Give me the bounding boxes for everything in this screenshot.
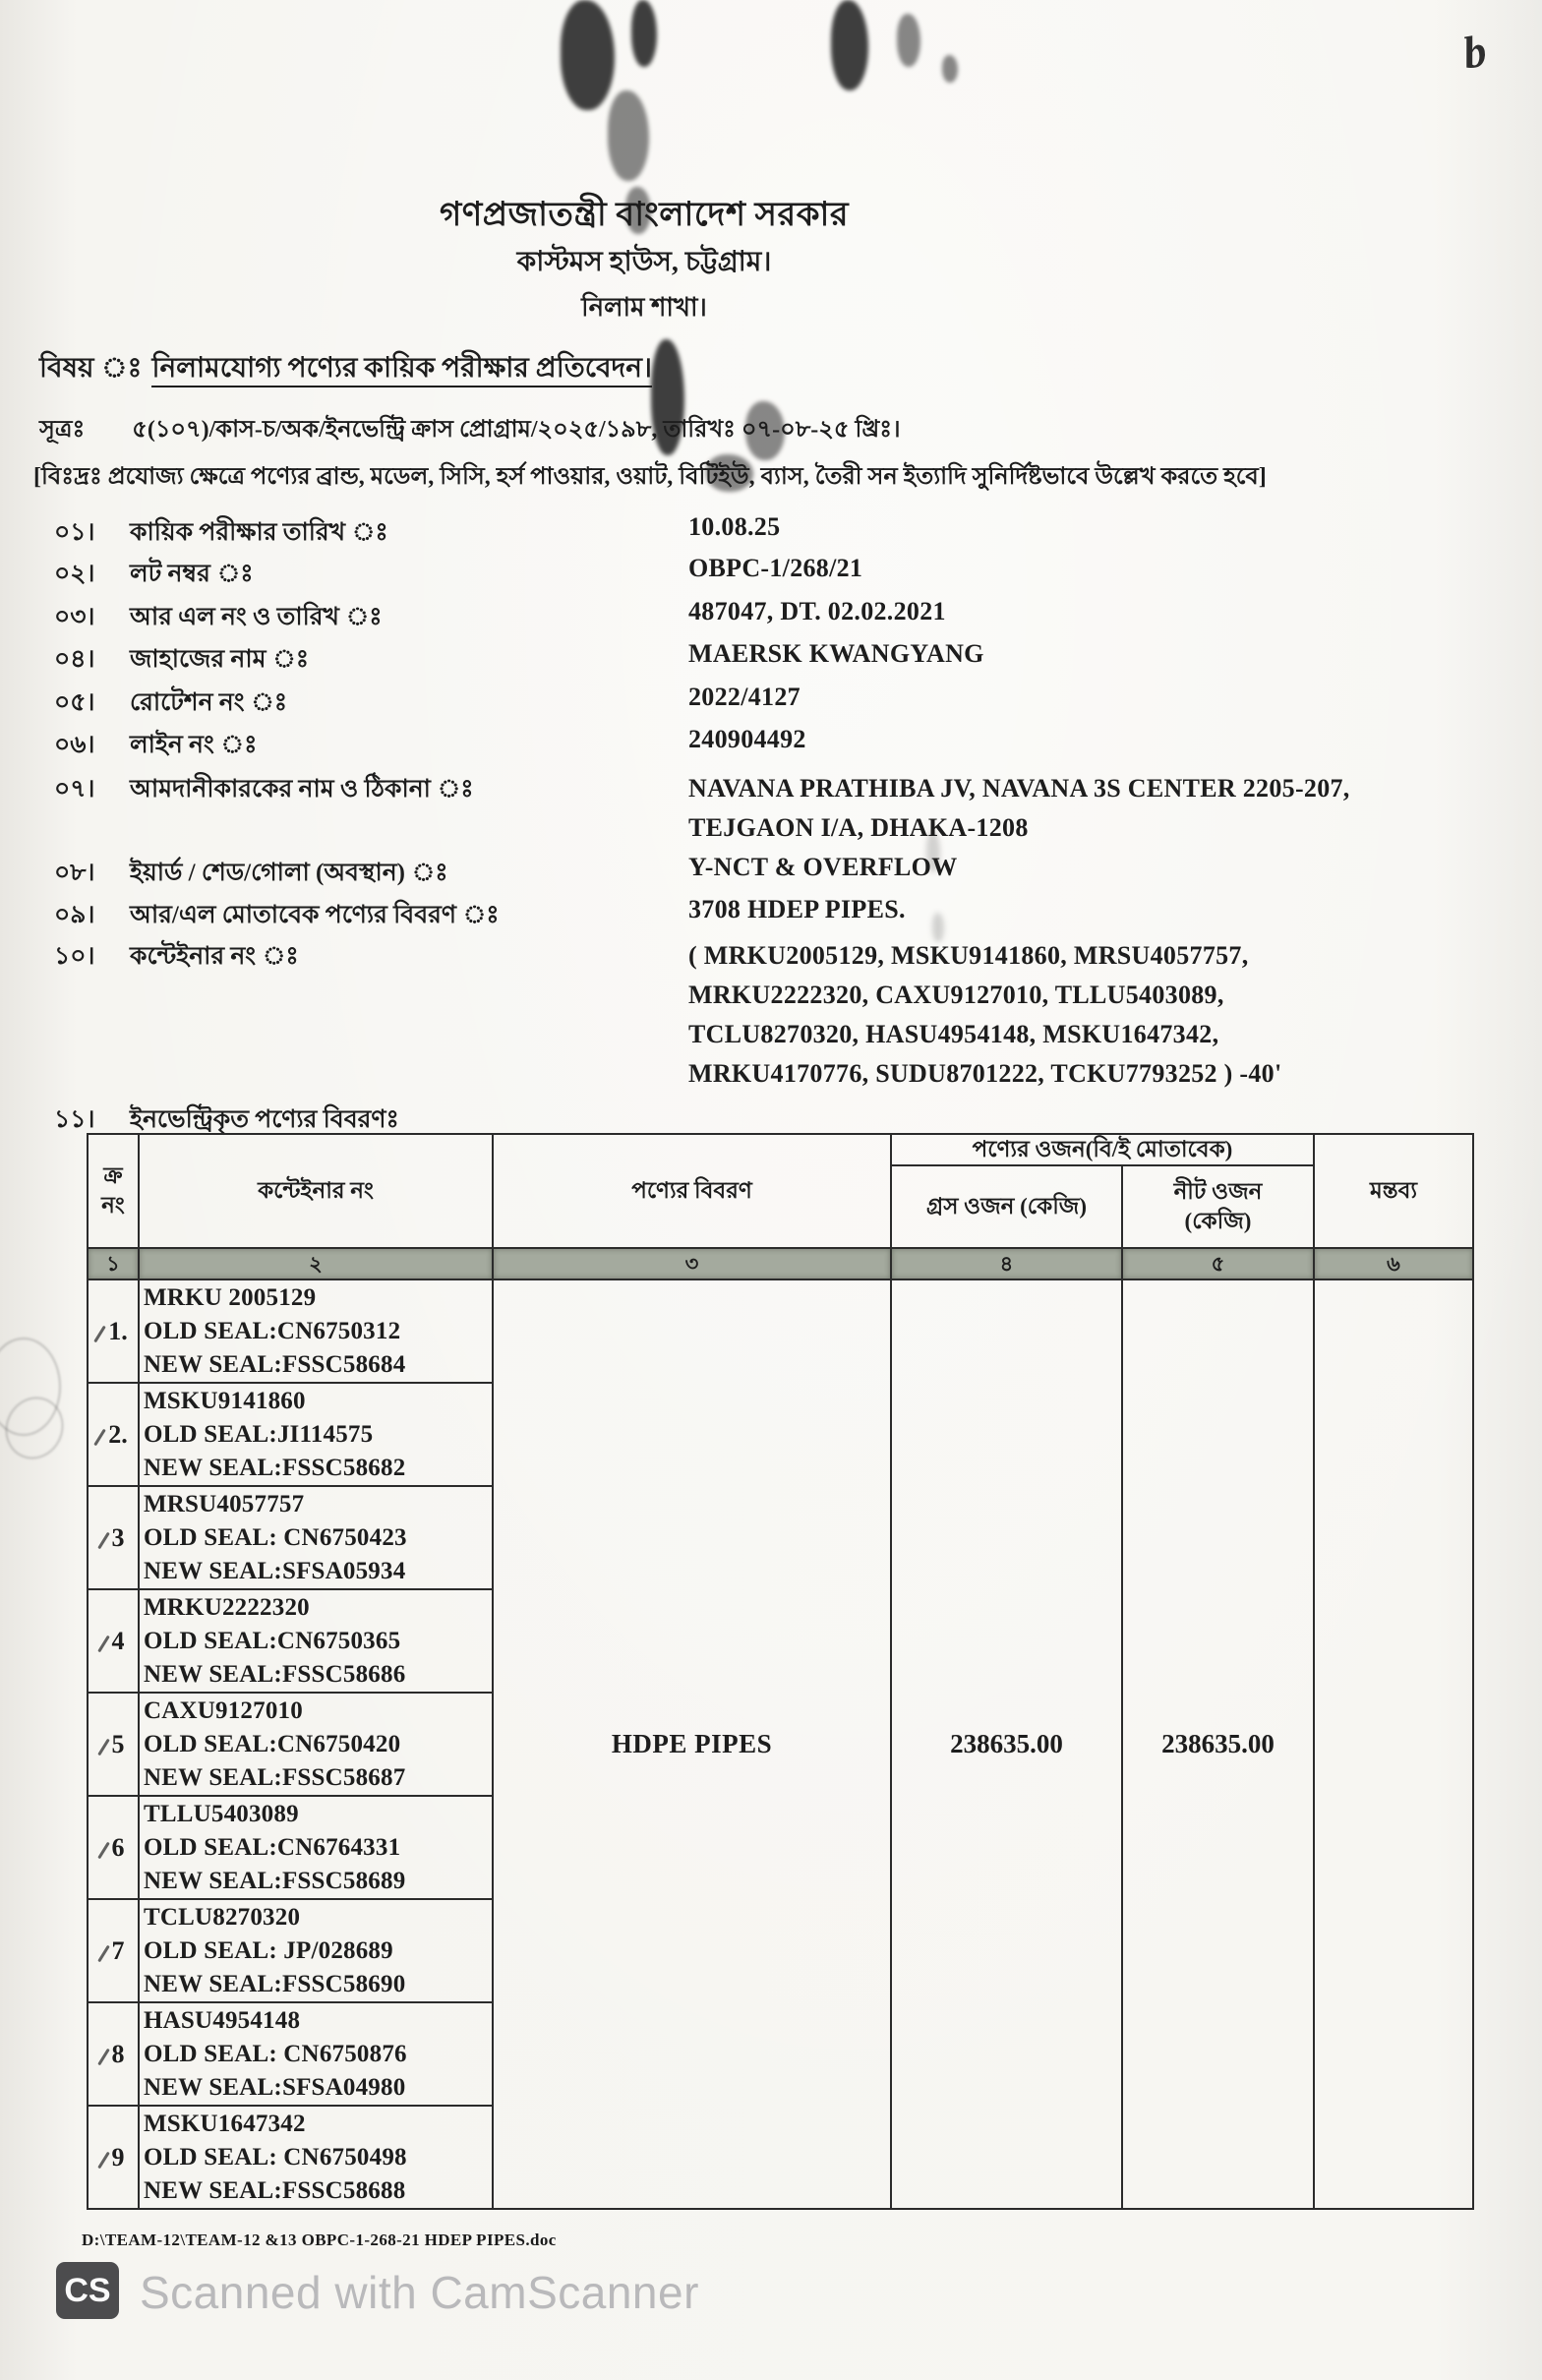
scan-smudge [942,55,958,83]
item-number: ০৪। [54,646,95,673]
remarks-cell [1314,1279,1473,2209]
item-value: 10.08.25 [688,512,781,541]
old-seal: OLD SEAL:CN6750312 [144,1317,401,1344]
old-seal: OLD SEAL:CN6750365 [144,1627,401,1654]
container-number: MRKU 2005129 [144,1283,317,1311]
item-value: 3708 HDEP PIPES. [688,895,906,923]
row-serial-number: 3 [111,1522,125,1552]
container-number: MSKU9141860 [144,1387,306,1414]
tick-mark [97,1944,110,1962]
container-number: HASU4954148 [144,2006,301,2034]
tick-mark [97,2151,110,2169]
scan-smudge [561,0,615,110]
reference-line [39,411,901,450]
new-seal: NEW SEAL:FSSC58689 [144,1867,406,1894]
description-cell: HDPE PIPES [493,1279,891,2209]
item-label: কন্টেইনার নং ঃ [130,943,299,970]
header-gross-weight: গ্রস ওজন (কেজি) [891,1165,1122,1248]
container-number: CAXU9127010 [144,1696,303,1724]
old-seal: OLD SEAL: CN6750498 [144,2143,407,2171]
tick-mark [97,1635,110,1652]
camscanner-watermark: Scanned with CamScanner [140,2267,699,2318]
subject-label: বিষয় ঃ [39,353,143,384]
row-serial-number: 7 [111,1935,125,1965]
item-number: ১১। [54,1106,95,1133]
importer-line-1: NAVANA PRATHIBA JV, NAVANA 3S CENTER 2205-207, [688,774,1350,803]
new-seal: NEW SEAL:FSSC58682 [144,1454,406,1481]
reference-label: সূত্রঃ [39,417,86,443]
tick-mark [97,1841,110,1859]
new-seal: NEW SEAL:SFSA04980 [144,2073,406,2101]
tick-mark [93,1325,106,1342]
container-number: MSKU1647342 [144,2110,306,2137]
col-num-1: ১ [88,1248,139,1279]
item-number: ০৯। [54,902,95,928]
item-number: ০৭। [54,776,95,803]
reference-text: ৫(১০৭)/কাস-চ/অক/ইনভেন্ট্রি ক্রাস প্রোগ্রাম/২০২৫/১৯৮, তারিখঃ ০৭-০৮-২৫ খ্রিঃ। [132,417,901,443]
container-line-4: MRKU4170776, SUDU8701222, TCKU7793252 ) -40' [688,1059,1282,1088]
item-number: ০১। [54,519,95,546]
item-label: জাহাজের নাম ঃ [130,646,310,673]
container-cell [139,1796,493,1899]
row-serial [88,1383,139,1486]
container-cell [139,1899,493,2002]
old-seal: OLD SEAL: JP/028689 [144,1936,393,1964]
container-cell [139,1279,493,1383]
new-seal: NEW SEAL:FSSC58684 [144,1350,406,1378]
camscanner-logo: CS [56,2262,119,2319]
item-label: ইয়ার্ড / শেড/গোলা (অবস্থান) ঃ [130,860,448,886]
item-number: ০২। [54,561,95,587]
container-cell [139,2002,493,2106]
row-serial-number: 1. [108,1316,128,1345]
row-serial [88,2002,139,2106]
item-value: 240904492 [688,725,806,753]
header-weight-group: পণ্যের ওজন(বি/ই মোতাবেক) [891,1134,1314,1165]
handwritten-mark: b [1458,25,1491,79]
old-seal: OLD SEAL:JI114575 [144,1420,374,1448]
tick-mark [97,1738,110,1755]
row-serial-number: 8 [111,2039,125,2068]
col-num-3: ৩ [493,1248,891,1279]
tick-mark [93,1428,106,1446]
col-num-6: ৬ [1314,1248,1473,1279]
government-title: গণপ্রজাতন্ত্রী বাংলাদেশ সরকার [439,197,850,233]
scan-smudge [631,0,657,67]
container-line-3: TCLU8270320, HASU4954148, MSKU1647342, [688,1020,1219,1048]
container-cell [139,1486,493,1589]
item-number: ১০। [54,943,95,970]
old-seal: OLD SEAL: CN6750876 [144,2040,407,2067]
item-label: আর/এল মোতাবেক পণ্যের বিবরণ ঃ [130,902,500,928]
item-value: Y-NCT & OVERFLOW [688,853,958,881]
row-serial [88,1279,139,1383]
item-label: কায়িক পরীক্ষার তারিখ ঃ [130,519,388,546]
scan-smudge [608,90,649,181]
item-value: 487047, DT. 02.02.2021 [688,597,946,625]
new-seal: NEW SEAL:FSSC58686 [144,1660,406,1688]
row-serial [88,1486,139,1589]
item-value: OBPC-1/268/21 [688,554,863,582]
container-line-2: MRKU2222320, CAXU9127010, TLLU5403089, [688,981,1224,1009]
container-number: TCLU8270320 [144,1903,301,1931]
item-value [688,769,1350,848]
tick-mark [97,1531,110,1549]
item-number: ০৮। [54,860,95,886]
container-line-1: ( MRKU2005129, MSKU9141860, MRSU4057757, [688,941,1249,970]
container-cell [139,1693,493,1796]
file-path: D:\TEAM-12\TEAM-12 &13 OBPC-1-268-21 HDEP PIPES.doc [82,2231,557,2249]
net-weight-cell: 238635.00 [1122,1279,1314,2209]
branch-title: নিলাম শাখা। [581,293,707,322]
note-line: [বিঃদ্রঃ প্রযোজ্য ক্ষেত্রে পণ্যের ব্রান্ড, মডেল, সিসি, হর্স পাওয়ার, ওয়াট, বিটিইউ, ব্যাস, তৈরী সন ইত্যাদি সুনির্দিষ্টভাবে উল্লেখ করতে হবে] [33,464,1267,490]
header-serial-bottom: নং [101,1193,125,1218]
item-number: ০৬। [54,732,95,758]
container-number: MRSU4057757 [144,1490,305,1517]
col-num-2: ২ [139,1248,493,1279]
header-net-bottom: (কেজি) [1184,1209,1252,1233]
item-number: ০৩। [54,604,95,630]
scan-smudge [897,14,920,67]
header-description: পণ্যের বিবরণ [493,1134,891,1248]
row-serial-number: 5 [111,1729,125,1758]
header-serial-top: ক্র [103,1163,123,1188]
new-seal: NEW SEAL:FSSC58687 [144,1763,406,1791]
container-number: TLLU5403089 [144,1800,299,1827]
container-cell [139,1589,493,1693]
row-serial-number: 2. [108,1419,128,1449]
row-serial-number: 6 [111,1832,125,1862]
item-value: MAERSK KWANGYANG [688,639,984,668]
header-net-top: নীট ওজন [1173,1179,1263,1204]
container-cell [139,2106,493,2209]
subject-text: নিলামযোগ্য পণ্যের কায়িক পরীক্ষার প্রতিবেদন। [151,353,652,387]
inventory-table [87,1133,1474,2210]
container-cell [139,1383,493,1486]
scan-smudge [831,0,868,90]
row-serial [88,1899,139,2002]
row-serial-number: 4 [111,1626,125,1655]
row-serial [88,1796,139,1899]
row-serial [88,1693,139,1796]
header-serial [88,1134,139,1248]
tick-mark [97,2048,110,2065]
item-label: রোটেশন নং ঃ [130,689,288,716]
old-seal: OLD SEAL:CN6764331 [144,1833,401,1861]
new-seal: NEW SEAL:SFSA05934 [144,1557,406,1584]
row-serial [88,1589,139,1693]
new-seal: NEW SEAL:FSSC58688 [144,2176,406,2204]
header-container: কন্টেইনার নং [139,1134,493,1248]
old-seal: OLD SEAL: CN6750423 [144,1523,407,1551]
item-value [688,936,1282,1094]
item-label: আমদানীকারকের নাম ও ঠিকানা ঃ [130,776,474,803]
col-num-4: ৪ [891,1248,1122,1279]
item-label: লট নম্বর ঃ [130,561,254,587]
gross-weight-cell: 238635.00 [891,1279,1122,2209]
item-value: 2022/4127 [688,683,801,711]
office-title: কাস্টমস হাউস, চট্টগ্রাম। [516,247,772,277]
row-serial-number: 9 [111,2142,125,2172]
old-seal: OLD SEAL:CN6750420 [144,1730,401,1757]
container-number: MRKU2222320 [144,1593,310,1621]
col-num-5: ৫ [1122,1248,1314,1279]
subject-line [39,346,652,392]
row-serial [88,2106,139,2209]
item-label: লাইন নং ঃ [130,732,258,758]
item-label: ইনভেন্ট্রিকৃত পণ্যের বিবরণঃ [130,1106,399,1133]
importer-line-2: TEJGAON I/A, DHAKA-1208 [688,813,1029,842]
item-label: আর এল নং ও তারিখ ঃ [130,604,383,630]
column-number-row [88,1248,1473,1279]
header-remarks: মন্তব্য [1314,1134,1473,1248]
item-number: ০৫। [54,689,95,716]
header-net-weight [1122,1165,1314,1248]
table-row [88,1279,1473,1383]
new-seal: NEW SEAL:FSSC58690 [144,1970,406,1997]
